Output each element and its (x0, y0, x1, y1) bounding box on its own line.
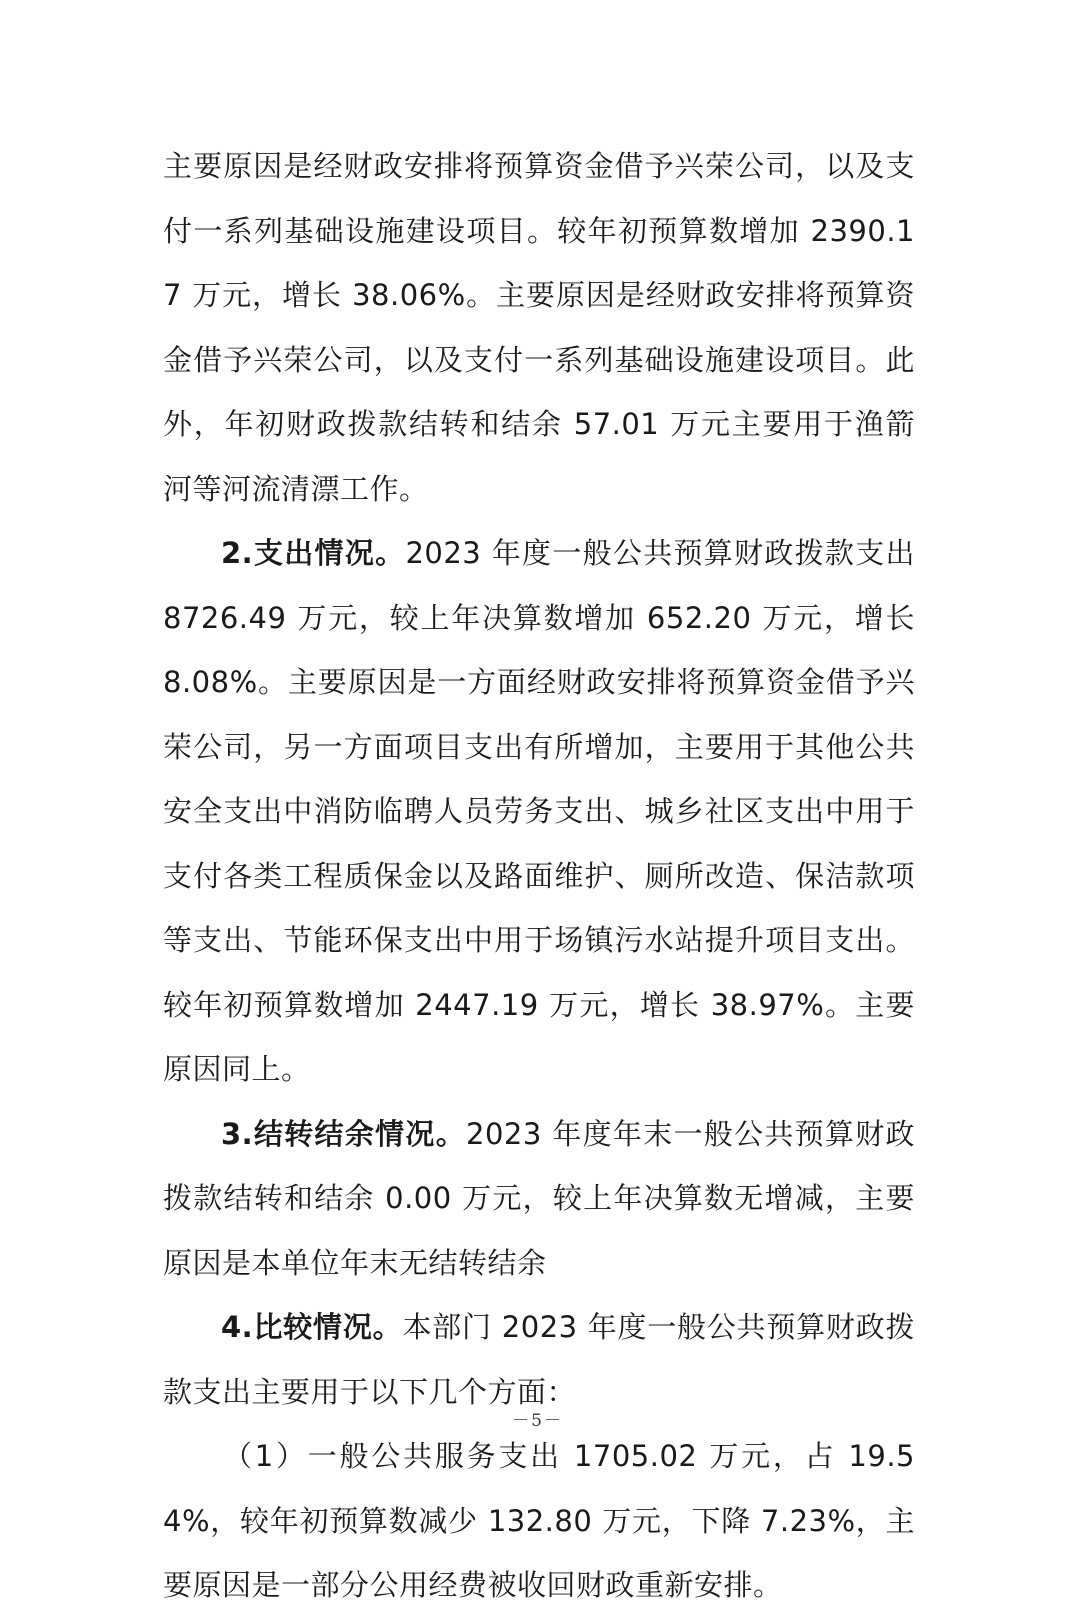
paragraph-comparison (163, 1295, 915, 1424)
paragraph-heading: 3.结转结余情况。 (221, 1116, 467, 1151)
paragraph-text: 2023 年度一般公共预算财政拨款支出 8726.49 万元，较上年决算数增加 652.20 万元，增长 8.08%。主要原因是一方面经财政安排将预算资金借予兴荣公司，另一方面项目支出有所增加，主要用于其他公共安全支出中消防临聘人员劳务支出、城乡社区支出中用于支付各类工程质保金以及路面维护、厕所改造、保洁款项等支出、节能环保支出中用于场镇污水站提升项目支出。较年初预算数增加 2447.19 万元，增长 38.97%。主要原因同上。 (163, 536, 915, 1086)
page-number: －5－ (512, 1411, 563, 1431)
paragraph-heading: 4.比较情况。 (221, 1310, 403, 1344)
paragraph-expenditure (163, 521, 915, 1102)
paragraph-text: 主要原因是经财政安排将预算资金借予兴荣公司，以及支付一系列基础设施建设项目。较年初预算数增加 2390.17 万元，增长 38.06%。主要原因是经财政安排将预算资金借予兴荣公司，以及支付一系列基础设施建设项目。此外，年初财政拨款结转和结余 57.01 万元主要用于渔箭河等河流清漂工作。 (163, 149, 915, 506)
paragraph-income-continuation (163, 134, 915, 521)
paragraph-heading: 2.支出情况。 (221, 536, 406, 570)
paragraph-text: 2023 年度年末一般公共预算财政拨款结转和结余 0.00 万元，较上年决算数无增减，主要原因是本单位年末无结转结余 (163, 1116, 915, 1280)
paragraph-text: 本部门 2023 年度一般公共预算财政拨款支出主要用于以下几个方面： (163, 1310, 915, 1409)
document-body (163, 134, 915, 1618)
paragraph-general-public-services (163, 1424, 915, 1618)
paragraph-text: （1）一般公共服务支出 1705.02 万元，占 19.54%，较年初预算数减少 132.80 万元，下降 7.23%，主要原因是一部分公用经费被收回财政重新安排。 (163, 1439, 915, 1602)
paragraph-carryover (163, 1102, 915, 1296)
